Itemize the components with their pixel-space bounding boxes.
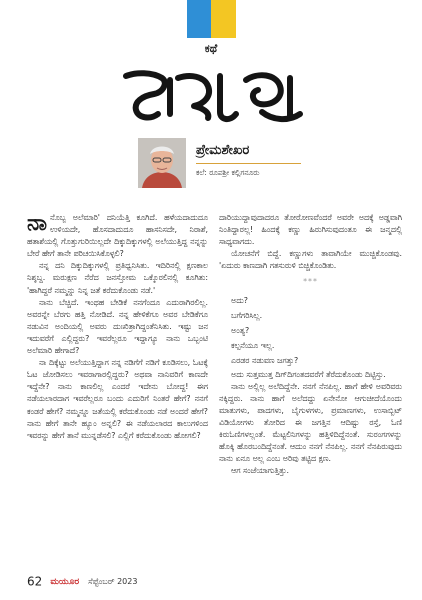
story-paragraph: ನಾ ದಿಕ್ಕೆಟ್ಟು ಅಲೆಯುತ್ತಿದ್ದಾಗ ನನ್ನ ನಡಿಗೆಗೆ ನಡಿಗೆ ಕೂಡಿಸಲು, ಓಟಕ್ಕೆ ಓಟ ಜೋಡಿಸಲು ಇವರಾಗಾರಲ್ಲಿದ್ದರು? ಅಥವಾ ನಾನಿವರಿಗೆ ಕಾಣದೇ ಇದ್ದೆನೇ? ನಾನು ಕಾಣಲಿಲ್ಲ ಎಂದರೆ ಇದೇನು ಬೋದ್ದ! ಈಗ ನಡೆಯಲಾರದಾಗ ಇವರೆಲ್ಲರೂ ಬಂದು ಎದುರಿಗೆ ನಿಂತರೆ ಹೇಗೆ? ನನಗೆ ಕಂಡರೆ ಹೇಗೆ? ನಮ್ಮನ್ನೂ ಜತೆಯಲ್ಲಿ ಕರೆದುಕೊಂಡು ನಡೆ ಅಂದರೆ ಹೇಗೆ? ನಾನು ಹೇಗೆ ತಾನೇ ಹ್ಯೂಂ ಅನ್ನಲಿ? ಈ ನಡೆಯಲಾರದ ಕಾಲುಗಳಿಂದ ಇವರನ್ನು ಹೇಗೆ ತಾನೆ ಮುನ್ನಡೆಸಲಿ? ಎಲ್ಲಿಗೆ ಕರೆದುಕೊಂಡು ಹೋಗಲಿ? (27, 358, 208, 440)
story-paragraph: ಆಗ ಸಂಜೆಯಾಗುತ್ತಿತ್ತು. (231, 466, 290, 476)
story-paragraph: ಅದು ಸುತ್ತಮುತ್ತ ದಿಗ್‌ದಿಗಂತದವರೆಗೆ ತೆರೆದುಕೊಂಡು ದಿಟ್ಟಿಸ್ತು. (231, 369, 386, 379)
story-column-left (27, 212, 208, 442)
dialogue-block (219, 293, 402, 369)
dialogue-line: ಎರಡರ ನಡುವಣ ಜಗತ್ತು? (231, 356, 299, 366)
illustration-credit: ಕಲೆ: ರೂಪಶ್ರೀ ಕಲ್ಲಿಗನೂರು (196, 168, 260, 177)
story-column-right (219, 212, 402, 477)
story-title (112, 62, 312, 130)
tag-blue-block (187, 0, 211, 38)
paragraph-text: ನೊಬ್ಬ ಅಲೆಮಾರಿ' ದನಿಯೆತ್ತಿ ಕೂಗಿದೆ. ಹಳೆಯದಾದುದೂ ಉಳಿಯದೇ, ಹೊಸದಾದುದೂ ಹಾಸನಿಸದೇ, ನಿರಾಶೆ, ಹತಾಶೆಯಲ್ಲಿ ಗೊತ್ತುಗುರಿಯಿಲ್ಲದೇ ದಿಕ್ಕುದಿಕ್ಕುಗಳಲ್ಲಿ ಅಲೆಯುತ್ತಿದ್ದ ನನ್ನನ್ನು ಬೇರೆ ಹೇಗೆ ತಾನೇ ಪರಿಚಯಿಸಿಕೊಳ್ಳಲಿ? (27, 213, 208, 259)
story-paragraph: ನನ್ನ ದನಿ ದಿಕ್ಕುದಿಕ್ಕುಗಳಲ್ಲಿ ಪ್ರತಿಧ್ವನಿಸಿತು. ಇದಿರಿನಲ್ಲಿ ಕ್ಷಣಕಾಲ ನಿಶ್ಶಬ್ದ. ಮರುಕ್ಷಣ ನೆರೆದ ಜನಸ್ತೋಮ ಒಕ್ಕೊರಲಿನಲ್ಲಿ ಕೂಗಿತು: 'ಹಾಗಿದ್ದರೆ ನಮ್ಮನ್ನು ನಿನ್ನ ಜತೆ ಕರೆದುಕೊಂಡು ನಡೆ.' (27, 261, 208, 295)
page-footer (27, 571, 137, 587)
author-divider (196, 163, 301, 164)
dialogue-line: ಕಲ್ಪನೆಯೂ ಇಲ್ಲ. (231, 341, 275, 351)
magazine-masthead: ಮಯೂರ (50, 576, 80, 587)
dialogue-line: ಬಗೆಗರಿಸಿಲ್ಲ. (231, 310, 263, 320)
story-paragraph: ಯೋಚನೆಗೆ ಬಿದ್ದೆ. ಕಣ್ಣುಗಳು ತಾವಾಗಿಯೇ ಮುಚ್ಚಿಕೊಂಡವು. 'ಏದುರು ಕಾಣದಾಗಿ ಗತಸುರುಳಿ ಬಿಚ್ಚಿಕೊಂಡಿತು. (219, 249, 402, 271)
story-title-calligraphy (112, 62, 312, 130)
dialogue-line: ಅದು? (231, 295, 248, 305)
drop-cap: ನಾ (27, 211, 47, 236)
author-name: ಪ್ರೇಮಶೇಖರ (196, 143, 250, 158)
author-photo (138, 138, 186, 188)
page-number: 62 (27, 574, 43, 589)
story-paragraph: ನಾನು ಅಲ್ಲಿಲ್ಲ ಅಲೆದಿದ್ದೆನೇ. ನನಗೆ ನೆನಪಿಲ್ಲ. ಹಾಗೆ ಹೇಳಿ ಅವರಿವರು ನಕ್ಕಿದ್ದರು. ನಾನು ಹಾಗೆ ಅಲೆದದ್ದು ಏನೇನೋ ಆಗುಚೀದೆಯೊಂದು ಮಾತುಗಳು, ಪಾದಗಳು, ಬೈಗುಳಗಳು, ಪ್ರಮಾಣಗಳು, ಉಸಾಬ್ಬಿಟ್ ವಿಡಿಯೋಗಳು ತೋರಿದ ಈ ಜಗತ್ತಿನ ಆದಿಷ್ಟು ರಸ್ತೆ, ಓಣಿ ಕಿರುಓಣಿಗಳಲ್ಲಂತೆ. ಮೆಟ್ಟಲಿನಿಗಳನ್ನು ಹತ್ತಿಳಿದಿದ್ದೆನಂತೆ. ಸುರಂಗಗಳನ್ನು ಹೊಕ್ಕಿ ಹೊರಬಂದಿದ್ದೆನಂತೆ. ಆದುಂ ನನಗೆ ನೆನಪಿಲ್ಲ. ನನಗೆ ನೆನಪಿರುವುದು ನಾನು ಏನೂ ಅಲ್ಲ ಎಂಬ ಅರಿವು ತಟ್ಟಿದ ಕ್ಷಣ. (219, 381, 402, 464)
tag-yellow-block (211, 0, 236, 38)
section-separator: *** (303, 277, 318, 287)
issue-date: ಸೆಪ್ಟೆಂಬರ್ 2023 (88, 576, 138, 586)
section-label: ಕಥೆ (204, 42, 218, 55)
section-color-tag (187, 0, 236, 38)
dialogue-line: ಅಂತ್ಯ? (231, 325, 250, 335)
story-paragraph: ದಾರಿಯುದ್ದಾವುದಾದರೂ ತೋರೋಣವೆಂದರೆ ಅವರೇ ಅದಕ್ಕೆ ಅಡ್ಡವಾಗಿ ನಿಂತಿದ್ದಾರಲ್ಲ! ಹಿಂದಕ್ಕೆ ಕಣ್ಣು ಹಿರುಗಿಸುವುದಂತೂ ಈ ಜನ್ಮದಲ್ಲಿ ಸಾಧ್ಯವಾಗದು. (219, 213, 402, 247)
story-paragraph: ನಾನು ಬೆಚ್ಚಿದೆ. ಇಂಥಹ ಬೇಡಿಕೆ ನನಗೆಂದೂ ಎದುರಾಗಿರಲಿಲ್ಲ. ಅವರನ್ನೇ ಬೆರಗು ಹತ್ತಿ ನೋಡಿದೆ. ನನ್ನ ಹೇಳಿಕೆಗೂ ಅವರ ಬೇಡಿಕೆಗೂ ನಡುವಿನ ಅಂದಿಯಲ್ಲಿ ಅವರು ದುಃಖಿತ್ರಾಗಿದ್ದಂತೆನಿಸಿತು. ಇಷ್ಟು ಜನ ಇದುವರೆಗೆ ಎಲ್ಲಿದ್ದರು? ಇವರೆಲ್ಲರೂ ಇದ್ದಾಗ್ಯೂ ನಾನು ಒಬ್ಬಂಟಿ ಅಲೆಮಾರಿ ಹೇಗಾದೆ? (27, 297, 208, 356)
story-paragraph (27, 212, 208, 260)
